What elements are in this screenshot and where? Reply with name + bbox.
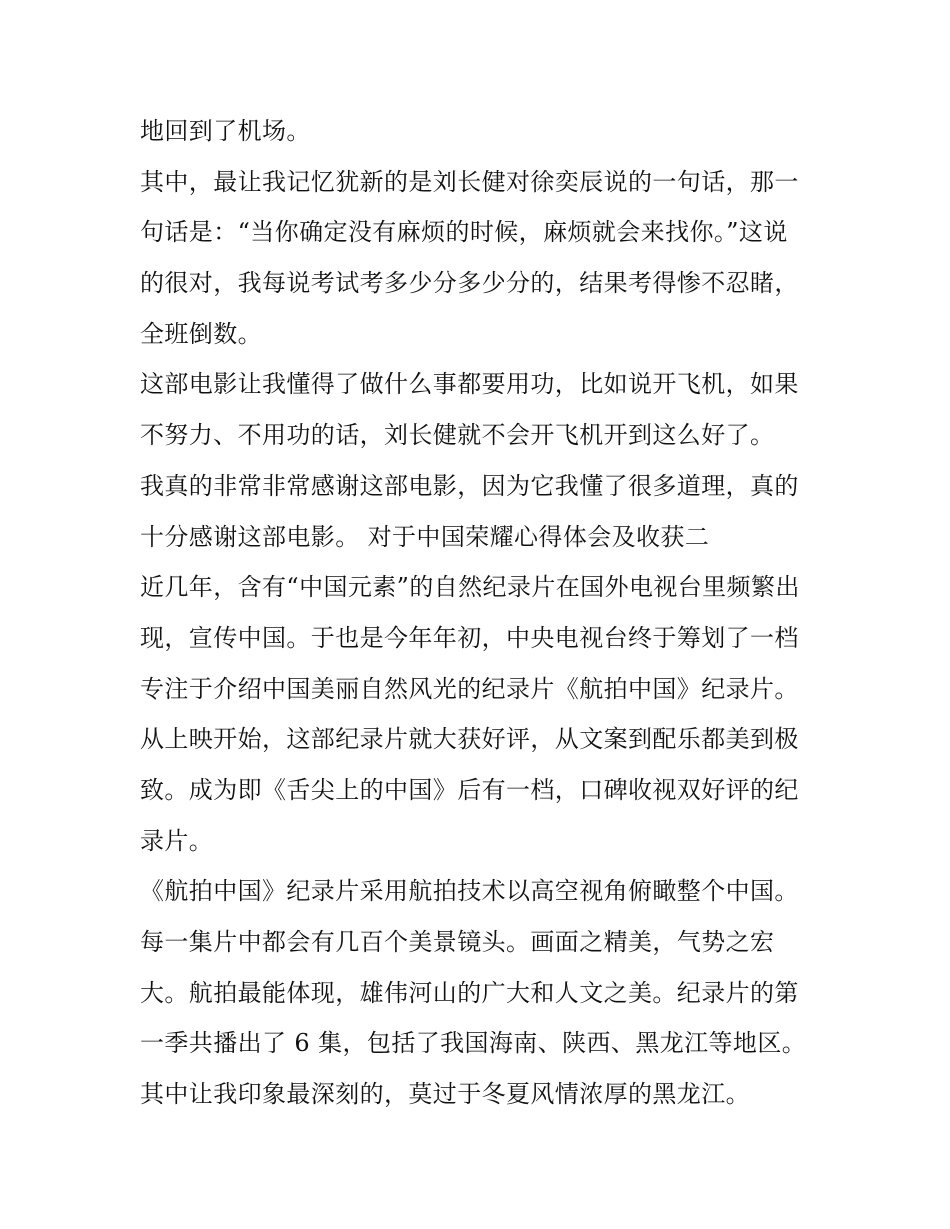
text-line: 不努力、不用功的话，刘长健就不会开飞机开到这么好了。 [140,421,775,450]
text-line: 一季共播出了 6 集，包括了我国海南、陕西、黑龙江等地区。 [140,1029,807,1058]
text-line: 其中让我印象最深刻的，莫过于冬夏风情浓厚的黑龙江。 [140,1080,750,1109]
text-line: 全班倒数。 [140,319,262,348]
text-line: 专注于介绍中国美丽自然风光的纪录片《航拍中国》纪录片。 [140,674,799,703]
text-line: 句话是：“当你确定没有麻烦的时候，麻烦就会来找你。”这说 [140,218,788,247]
text-line: 的很对，我每说考试考多少分多少分的，结果考得惨不忍睹， [140,269,799,298]
text-line: 录片。 [140,826,214,855]
text-line: 现，宣传中国。于也是今年年初，中央电视台终于筹划了一档 [140,623,799,652]
text-line: 这部电影让我懂得了做什么事都要用功，比如说开飞机，如果 [140,370,799,399]
text-line: 每一集片中都会有几百个美景镜头。画面之精美，气势之宏 [140,928,775,956]
text-line: 从上映开始，这部纪录片就大获好评，从文案到配乐都美到极 [140,725,799,754]
text-line: 近几年，含有“中国元素”的自然纪录片在国外电视台里频繁出 [140,573,800,602]
text-line: 《航拍中国》纪录片采用航拍技术以高空视角俯瞰整个中国。 [140,877,799,906]
text-line: 其中，最让我记忆犹新的是刘长健对徐奕辰说的一句话，那一 [140,167,799,196]
text-line: 我真的非常非常感谢这部电影，因为它我懂了很多道理，真的 [140,471,799,500]
text-line: 地回到了机场。 [140,117,311,145]
text-line: 十分感谢这部电影。 对于中国荣耀心得体会及收获二 [140,522,710,551]
document-body [140,106,820,1120]
text-line: 致。成为即《舌尖上的中国》后有一档，口碑收视双好评的纪 [140,775,799,804]
text-line: 大。航拍最能体现，雄伟河山的广大和人文之美。纪录片的第 [140,978,799,1007]
